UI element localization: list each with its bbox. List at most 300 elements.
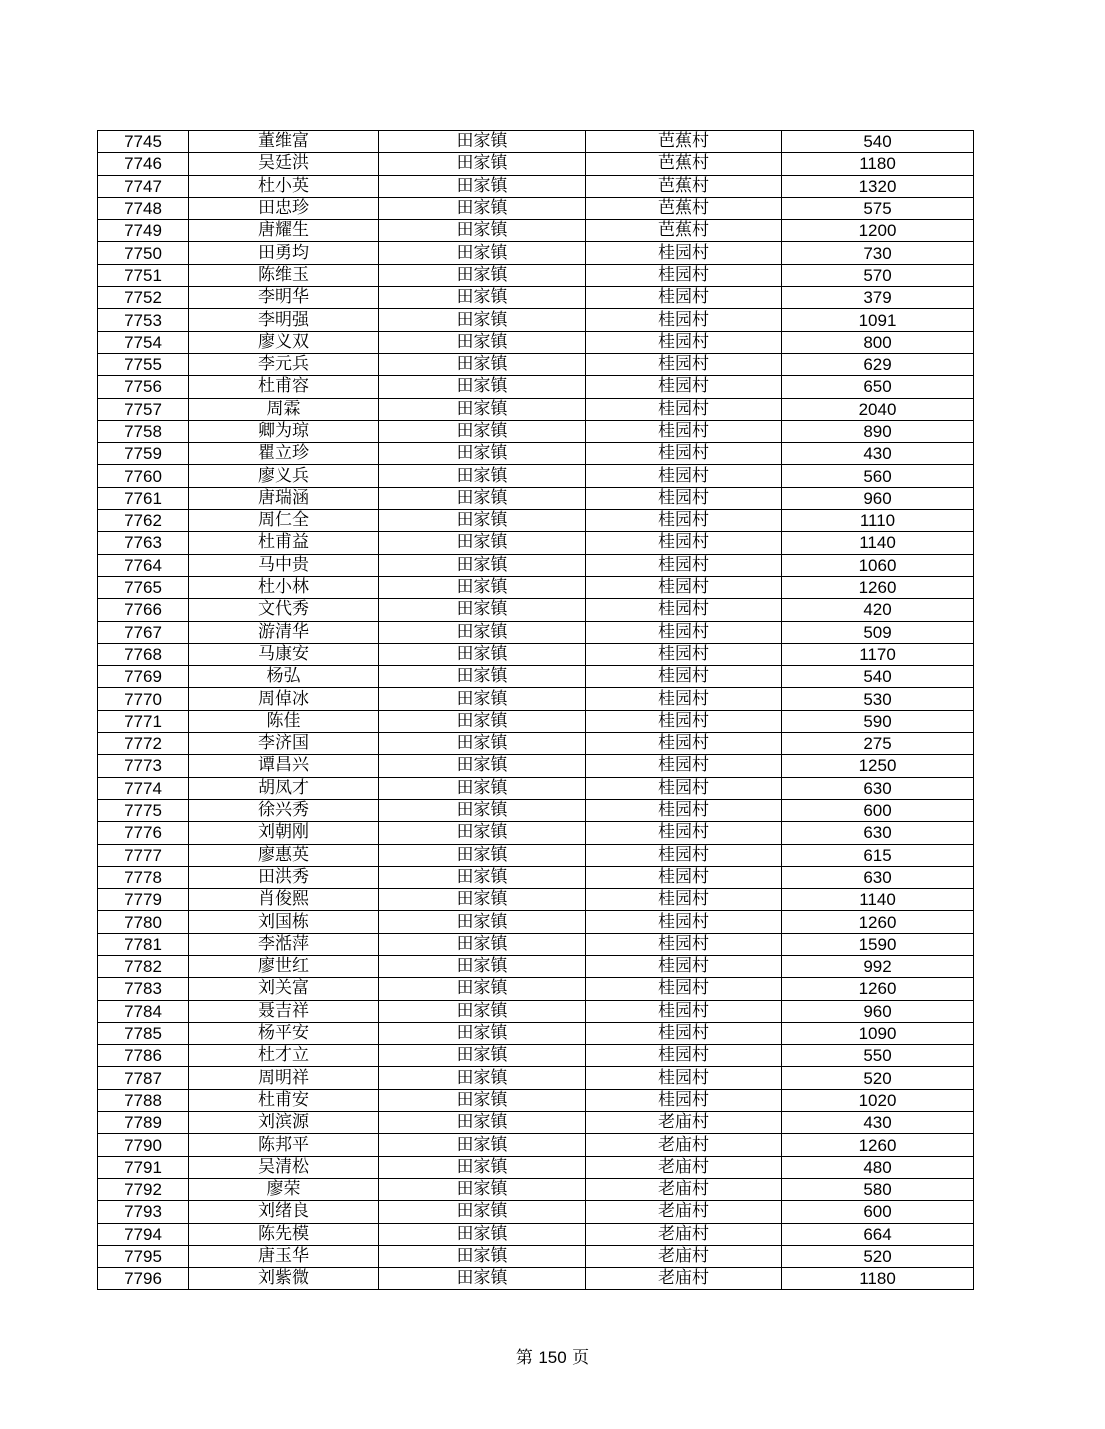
cell-village: 桂园村 [586, 643, 782, 665]
cell-town: 田家镇 [379, 465, 586, 487]
cell-amount: 540 [782, 666, 974, 688]
cell-name: 田勇均 [189, 242, 379, 264]
cell-amount: 575 [782, 197, 974, 219]
cell-name: 廖荣 [189, 1178, 379, 1200]
cell-village: 桂园村 [586, 510, 782, 532]
table-row [98, 822, 974, 844]
cell-serial-number: 7787 [98, 1067, 189, 1089]
cell-name: 谭昌兴 [189, 755, 379, 777]
cell-village: 老庙村 [586, 1223, 782, 1245]
cell-serial-number: 7777 [98, 844, 189, 866]
cell-town: 田家镇 [379, 1134, 586, 1156]
cell-amount: 890 [782, 420, 974, 442]
cell-amount: 960 [782, 487, 974, 509]
table-row [98, 1245, 974, 1267]
cell-town: 田家镇 [379, 331, 586, 353]
cell-town: 田家镇 [379, 1156, 586, 1178]
table-row [98, 1134, 974, 1156]
cell-serial-number: 7766 [98, 599, 189, 621]
cell-serial-number: 7774 [98, 777, 189, 799]
cell-name: 刘滨源 [189, 1112, 379, 1134]
cell-village: 桂园村 [586, 1067, 782, 1089]
cell-name: 唐玉华 [189, 1245, 379, 1267]
table-row [98, 554, 974, 576]
cell-village: 桂园村 [586, 398, 782, 420]
cell-amount: 580 [782, 1178, 974, 1200]
cell-village: 芭蕉村 [586, 197, 782, 219]
cell-village: 桂园村 [586, 576, 782, 598]
cell-village: 桂园村 [586, 532, 782, 554]
cell-name: 陈维玉 [189, 264, 379, 286]
cell-name: 杜甫益 [189, 532, 379, 554]
cell-name: 刘国栋 [189, 911, 379, 933]
cell-name: 胡凤才 [189, 777, 379, 799]
cell-town: 田家镇 [379, 1268, 586, 1290]
cell-village: 桂园村 [586, 933, 782, 955]
cell-town: 田家镇 [379, 554, 586, 576]
cell-amount: 540 [782, 131, 974, 153]
cell-town: 田家镇 [379, 510, 586, 532]
cell-town: 田家镇 [379, 420, 586, 442]
cell-name: 刘紫微 [189, 1268, 379, 1290]
cell-amount: 520 [782, 1067, 974, 1089]
table-row [98, 153, 974, 175]
cell-name: 杜小林 [189, 576, 379, 598]
cell-serial-number: 7788 [98, 1089, 189, 1111]
cell-amount: 430 [782, 443, 974, 465]
cell-serial-number: 7794 [98, 1223, 189, 1245]
cell-name: 陈邦平 [189, 1134, 379, 1156]
roster-table [97, 130, 974, 1290]
table-row [98, 1201, 974, 1223]
cell-town: 田家镇 [379, 1112, 586, 1134]
cell-village: 芭蕉村 [586, 131, 782, 153]
cell-village: 桂园村 [586, 376, 782, 398]
cell-town: 田家镇 [379, 532, 586, 554]
cell-village: 老庙村 [586, 1112, 782, 1134]
cell-amount: 570 [782, 264, 974, 286]
cell-town: 田家镇 [379, 933, 586, 955]
cell-village: 桂园村 [586, 866, 782, 888]
cell-serial-number: 7749 [98, 220, 189, 242]
cell-village: 桂园村 [586, 443, 782, 465]
cell-town: 田家镇 [379, 153, 586, 175]
cell-village: 桂园村 [586, 911, 782, 933]
cell-village: 老庙村 [586, 1134, 782, 1156]
cell-amount: 650 [782, 376, 974, 398]
cell-amount: 420 [782, 599, 974, 621]
cell-serial-number: 7781 [98, 933, 189, 955]
cell-village: 芭蕉村 [586, 220, 782, 242]
cell-amount: 1260 [782, 911, 974, 933]
cell-town: 田家镇 [379, 576, 586, 598]
cell-serial-number: 7770 [98, 688, 189, 710]
cell-name: 廖义兵 [189, 465, 379, 487]
cell-amount: 1091 [782, 309, 974, 331]
cell-town: 田家镇 [379, 1223, 586, 1245]
cell-name: 廖惠英 [189, 844, 379, 866]
cell-name: 李济国 [189, 733, 379, 755]
cell-serial-number: 7745 [98, 131, 189, 153]
cell-town: 田家镇 [379, 309, 586, 331]
cell-name: 陈佳 [189, 710, 379, 732]
cell-name: 杜小英 [189, 175, 379, 197]
cell-serial-number: 7779 [98, 889, 189, 911]
cell-town: 田家镇 [379, 666, 586, 688]
cell-town: 田家镇 [379, 799, 586, 821]
page-footer-prefix: 第 [515, 1348, 539, 1368]
cell-name: 周仁全 [189, 510, 379, 532]
table-row [98, 1112, 974, 1134]
cell-village: 桂园村 [586, 710, 782, 732]
cell-name: 李湉萍 [189, 933, 379, 955]
cell-serial-number: 7768 [98, 643, 189, 665]
table-row [98, 376, 974, 398]
table-row [98, 889, 974, 911]
cell-village: 桂园村 [586, 1022, 782, 1044]
cell-amount: 960 [782, 1000, 974, 1022]
cell-amount: 1170 [782, 643, 974, 665]
cell-name: 李明华 [189, 287, 379, 309]
table-row [98, 710, 974, 732]
cell-serial-number: 7753 [98, 309, 189, 331]
table-row [98, 220, 974, 242]
cell-name: 杜才立 [189, 1045, 379, 1067]
cell-town: 田家镇 [379, 1089, 586, 1111]
table-row [98, 777, 974, 799]
cell-village: 桂园村 [586, 309, 782, 331]
cell-name: 周倬冰 [189, 688, 379, 710]
cell-village: 芭蕉村 [586, 175, 782, 197]
cell-village: 桂园村 [586, 465, 782, 487]
cell-serial-number: 7778 [98, 866, 189, 888]
cell-serial-number: 7796 [98, 1268, 189, 1290]
cell-serial-number: 7782 [98, 955, 189, 977]
cell-amount: 1140 [782, 532, 974, 554]
cell-name: 周明祥 [189, 1067, 379, 1089]
cell-amount: 1060 [782, 554, 974, 576]
cell-town: 田家镇 [379, 710, 586, 732]
cell-village: 桂园村 [586, 733, 782, 755]
cell-amount: 1200 [782, 220, 974, 242]
cell-serial-number: 7748 [98, 197, 189, 219]
cell-amount: 615 [782, 844, 974, 866]
cell-amount: 530 [782, 688, 974, 710]
cell-town: 田家镇 [379, 978, 586, 1000]
cell-village: 桂园村 [586, 978, 782, 1000]
cell-name: 文代秀 [189, 599, 379, 621]
cell-name: 肖俊熙 [189, 889, 379, 911]
cell-amount: 480 [782, 1156, 974, 1178]
cell-serial-number: 7765 [98, 576, 189, 598]
cell-amount: 1020 [782, 1089, 974, 1111]
cell-village: 桂园村 [586, 1045, 782, 1067]
cell-village: 桂园村 [586, 666, 782, 688]
cell-amount: 1180 [782, 153, 974, 175]
cell-village: 桂园村 [586, 621, 782, 643]
table-row [98, 1223, 974, 1245]
table-row [98, 1045, 974, 1067]
cell-village: 桂园村 [586, 822, 782, 844]
cell-name: 马中贵 [189, 554, 379, 576]
cell-name: 廖义双 [189, 331, 379, 353]
cell-serial-number: 7792 [98, 1178, 189, 1200]
cell-amount: 590 [782, 710, 974, 732]
cell-serial-number: 7780 [98, 911, 189, 933]
cell-amount: 1250 [782, 755, 974, 777]
cell-name: 刘关富 [189, 978, 379, 1000]
cell-village: 老庙村 [586, 1245, 782, 1267]
cell-town: 田家镇 [379, 353, 586, 375]
cell-town: 田家镇 [379, 1201, 586, 1223]
cell-town: 田家镇 [379, 264, 586, 286]
cell-serial-number: 7771 [98, 710, 189, 732]
cell-serial-number: 7760 [98, 465, 189, 487]
cell-town: 田家镇 [379, 755, 586, 777]
cell-serial-number: 7751 [98, 264, 189, 286]
table-row [98, 510, 974, 532]
table-row [98, 666, 974, 688]
cell-name: 廖世红 [189, 955, 379, 977]
cell-town: 田家镇 [379, 866, 586, 888]
table-row [98, 733, 974, 755]
table-row [98, 331, 974, 353]
cell-name: 杨平安 [189, 1022, 379, 1044]
cell-serial-number: 7762 [98, 510, 189, 532]
table-row [98, 688, 974, 710]
cell-town: 田家镇 [379, 822, 586, 844]
cell-town: 田家镇 [379, 1045, 586, 1067]
cell-name: 吴廷洪 [189, 153, 379, 175]
cell-amount: 275 [782, 733, 974, 755]
cell-town: 田家镇 [379, 131, 586, 153]
table-row [98, 621, 974, 643]
table-row [98, 131, 974, 153]
cell-amount: 1140 [782, 889, 974, 911]
table-row [98, 1178, 974, 1200]
cell-amount: 379 [782, 287, 974, 309]
cell-amount: 1110 [782, 510, 974, 532]
table-row [98, 353, 974, 375]
cell-amount: 1590 [782, 933, 974, 955]
table-row [98, 242, 974, 264]
cell-name: 杜甫容 [189, 376, 379, 398]
cell-name: 田忠珍 [189, 197, 379, 219]
cell-village: 桂园村 [586, 755, 782, 777]
cell-town: 田家镇 [379, 621, 586, 643]
cell-amount: 1090 [782, 1022, 974, 1044]
cell-serial-number: 7767 [98, 621, 189, 643]
cell-serial-number: 7772 [98, 733, 189, 755]
cell-amount: 730 [782, 242, 974, 264]
table-row [98, 1156, 974, 1178]
table-row [98, 866, 974, 888]
cell-village: 老庙村 [586, 1178, 782, 1200]
table-row [98, 465, 974, 487]
cell-name: 徐兴秀 [189, 799, 379, 821]
cell-serial-number: 7769 [98, 666, 189, 688]
cell-serial-number: 7776 [98, 822, 189, 844]
cell-serial-number: 7763 [98, 532, 189, 554]
cell-serial-number: 7754 [98, 331, 189, 353]
cell-village: 桂园村 [586, 777, 782, 799]
cell-amount: 550 [782, 1045, 974, 1067]
cell-serial-number: 7783 [98, 978, 189, 1000]
cell-town: 田家镇 [379, 643, 586, 665]
table-row [98, 264, 974, 286]
table-row [98, 175, 974, 197]
cell-village: 桂园村 [586, 889, 782, 911]
cell-town: 田家镇 [379, 1022, 586, 1044]
cell-town: 田家镇 [379, 688, 586, 710]
cell-village: 桂园村 [586, 1089, 782, 1111]
cell-name: 瞿立珍 [189, 443, 379, 465]
cell-name: 董维富 [189, 131, 379, 153]
cell-town: 田家镇 [379, 1067, 586, 1089]
cell-amount: 2040 [782, 398, 974, 420]
cell-serial-number: 7752 [98, 287, 189, 309]
cell-village: 桂园村 [586, 554, 782, 576]
cell-village: 桂园村 [586, 420, 782, 442]
table-row [98, 844, 974, 866]
cell-amount: 1260 [782, 978, 974, 1000]
cell-name: 田洪秀 [189, 866, 379, 888]
cell-amount: 630 [782, 777, 974, 799]
cell-village: 老庙村 [586, 1268, 782, 1290]
cell-serial-number: 7791 [98, 1156, 189, 1178]
table-row [98, 599, 974, 621]
cell-village: 桂园村 [586, 242, 782, 264]
page-number: 150 [538, 1348, 567, 1367]
cell-town: 田家镇 [379, 889, 586, 911]
cell-town: 田家镇 [379, 197, 586, 219]
cell-town: 田家镇 [379, 398, 586, 420]
table-row [98, 1067, 974, 1089]
table-row [98, 978, 974, 1000]
cell-amount: 520 [782, 1245, 974, 1267]
table-row [98, 1089, 974, 1111]
cell-serial-number: 7793 [98, 1201, 189, 1223]
cell-serial-number: 7795 [98, 1245, 189, 1267]
cell-town: 田家镇 [379, 733, 586, 755]
cell-town: 田家镇 [379, 287, 586, 309]
cell-amount: 630 [782, 866, 974, 888]
cell-town: 田家镇 [379, 1245, 586, 1267]
cell-amount: 1260 [782, 576, 974, 598]
cell-amount: 430 [782, 1112, 974, 1134]
cell-amount: 1320 [782, 175, 974, 197]
cell-amount: 600 [782, 1201, 974, 1223]
cell-village: 老庙村 [586, 1156, 782, 1178]
table-row [98, 420, 974, 442]
cell-name: 游清华 [189, 621, 379, 643]
table-row [98, 755, 974, 777]
cell-serial-number: 7756 [98, 376, 189, 398]
cell-name: 陈先模 [189, 1223, 379, 1245]
cell-town: 田家镇 [379, 1178, 586, 1200]
cell-serial-number: 7746 [98, 153, 189, 175]
cell-amount: 800 [782, 331, 974, 353]
cell-town: 田家镇 [379, 242, 586, 264]
table-row [98, 576, 974, 598]
cell-town: 田家镇 [379, 487, 586, 509]
cell-village: 桂园村 [586, 353, 782, 375]
cell-amount: 1180 [782, 1268, 974, 1290]
table-row [98, 799, 974, 821]
table-row [98, 1000, 974, 1022]
page-footer [0, 1343, 1105, 1368]
table-row [98, 487, 974, 509]
table-row [98, 955, 974, 977]
cell-town: 田家镇 [379, 955, 586, 977]
cell-amount: 1260 [782, 1134, 974, 1156]
cell-serial-number: 7789 [98, 1112, 189, 1134]
cell-amount: 664 [782, 1223, 974, 1245]
cell-name: 唐瑞涵 [189, 487, 379, 509]
cell-name: 李元兵 [189, 353, 379, 375]
cell-town: 田家镇 [379, 911, 586, 933]
cell-town: 田家镇 [379, 220, 586, 242]
cell-village: 桂园村 [586, 287, 782, 309]
cell-name: 刘绪良 [189, 1201, 379, 1223]
cell-village: 桂园村 [586, 599, 782, 621]
cell-amount: 992 [782, 955, 974, 977]
roster-table-body [98, 131, 974, 1290]
table-row [98, 1022, 974, 1044]
cell-name: 马康安 [189, 643, 379, 665]
cell-serial-number: 7786 [98, 1045, 189, 1067]
cell-village: 桂园村 [586, 264, 782, 286]
cell-serial-number: 7775 [98, 799, 189, 821]
cell-amount: 509 [782, 621, 974, 643]
cell-serial-number: 7755 [98, 353, 189, 375]
cell-name: 唐耀生 [189, 220, 379, 242]
cell-village: 桂园村 [586, 1000, 782, 1022]
cell-town: 田家镇 [379, 777, 586, 799]
cell-town: 田家镇 [379, 175, 586, 197]
cell-name: 卿为琼 [189, 420, 379, 442]
cell-serial-number: 7750 [98, 242, 189, 264]
cell-amount: 630 [782, 822, 974, 844]
cell-town: 田家镇 [379, 376, 586, 398]
table-row [98, 532, 974, 554]
cell-name: 李明强 [189, 309, 379, 331]
table-row [98, 933, 974, 955]
cell-town: 田家镇 [379, 599, 586, 621]
cell-serial-number: 7759 [98, 443, 189, 465]
cell-village: 桂园村 [586, 331, 782, 353]
cell-village: 桂园村 [586, 844, 782, 866]
cell-serial-number: 7758 [98, 420, 189, 442]
cell-village: 桂园村 [586, 487, 782, 509]
cell-village: 桂园村 [586, 955, 782, 977]
table-row [98, 287, 974, 309]
table-row [98, 398, 974, 420]
cell-amount: 629 [782, 353, 974, 375]
cell-serial-number: 7784 [98, 1000, 189, 1022]
cell-village: 老庙村 [586, 1201, 782, 1223]
cell-serial-number: 7773 [98, 755, 189, 777]
table-row [98, 443, 974, 465]
cell-name: 吴清松 [189, 1156, 379, 1178]
table-row [98, 1268, 974, 1290]
cell-town: 田家镇 [379, 443, 586, 465]
cell-name: 聂吉祥 [189, 1000, 379, 1022]
table-row [98, 197, 974, 219]
cell-amount: 600 [782, 799, 974, 821]
cell-name: 杜甫安 [189, 1089, 379, 1111]
cell-serial-number: 7757 [98, 398, 189, 420]
